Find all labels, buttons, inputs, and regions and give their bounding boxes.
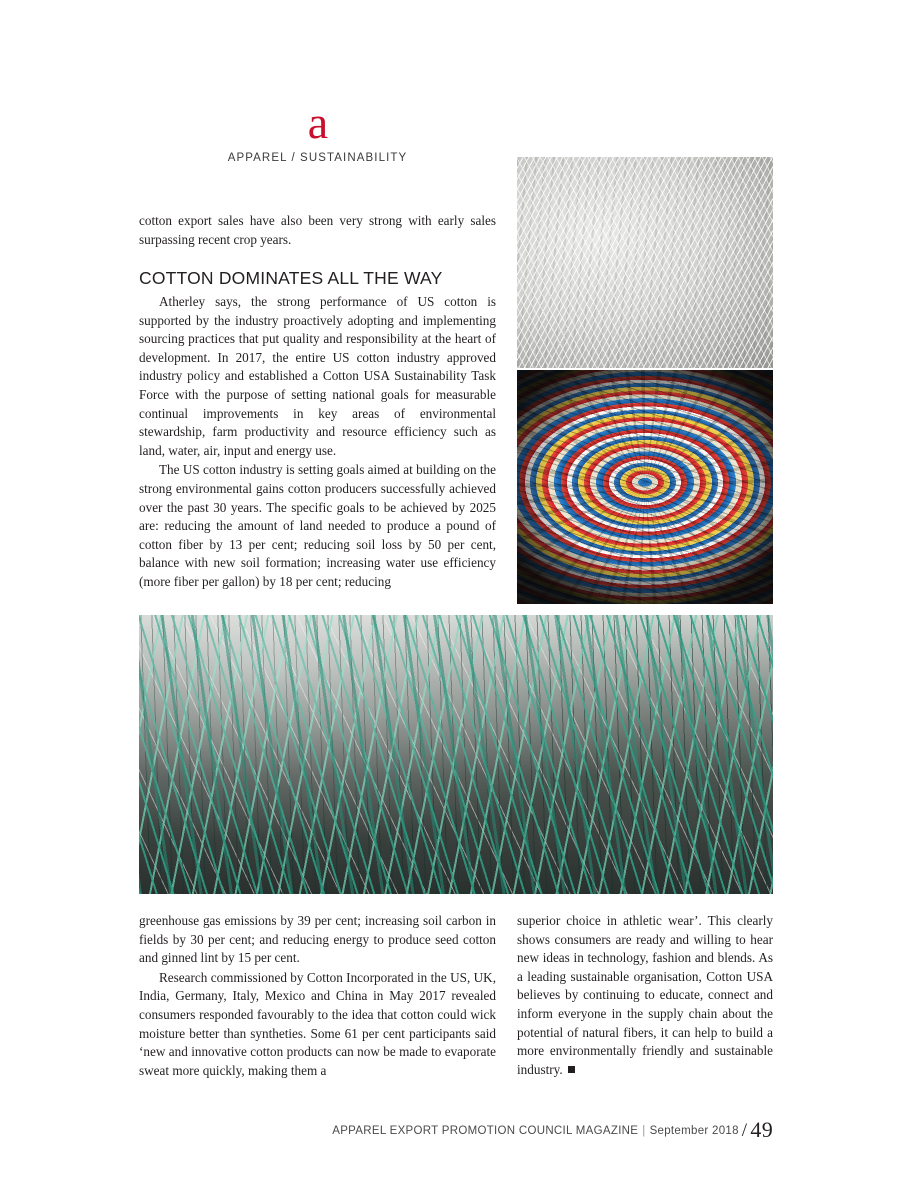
body-paragraph-1: Atherley says, the strong performance of US cotton is supported by the industry proactively adopting and implementing sourcing practices that put quality and responsibility at the heart of development. In 2017, the entire US cotton industry approved industry policy and established a Cotton USA Sustainability Task Force with the purpose of setting national goals for measurable continual improvements in key areas of environmental stewardship, farm productivity and resource efficiency such as land, water, air, input and energy use. [139, 294, 496, 458]
page-number: 49 [750, 1117, 773, 1142]
intro-paragraph: cotton export sales have also been very strong with early sales surpassing recent crop years. [139, 213, 496, 247]
body-column-left [139, 293, 496, 592]
colored-fiber-texture [517, 370, 773, 604]
photo-colored-fiber-swirl [517, 370, 773, 604]
photo-green-fiber-strands [139, 615, 773, 894]
article-heading: COTTON DOMINATES ALL THE WAY [139, 268, 443, 288]
body-paragraph-4: Research commissioned by Cotton Incorporated in the US, UK, India, Germany, Italy, Mexico and China in May 2017 revealed consumers responded favourably to the idea that cotton could wick moisture better than syntheties. Some 61 per cent participants said ‘new and innovative cotton products can now be made to evaporate sweat more quickly, making them a [139, 969, 496, 1078]
footer-separator: | [642, 1125, 646, 1137]
body-column-bottom-right [517, 912, 773, 1079]
aepc-logo: a [307, 97, 328, 148]
body-paragraph-3: greenhouse gas emissions by 39 per cent; increasing soil carbon in fields by 30 per cent; and reducing energy to produce seed cotton and ginned lint by 15 per cent. [139, 913, 496, 966]
footer-publication: APPAREL EXPORT PROMOTION COUNCIL MAGAZINE [332, 1125, 639, 1137]
body-paragraph-5-text: superior choice in athletic wear’. This clearly shows consumers are ready and willing to hear new ideas in technology, fashion and blends. As a leading sustainable organisation, Cotton USA believes by continuing to educate, connect and inform everyone in the supply chain about the potential of natural fibers, it can help to build a more environmentally friendly and sustainable industry. [517, 913, 773, 1077]
footer-slash: / [741, 1120, 748, 1141]
footer-issue: September 2018 [649, 1125, 739, 1137]
white-fiber-texture [517, 157, 773, 368]
intro-text-block [139, 212, 496, 249]
section-label: APPAREL / SUSTAINABILITY [227, 152, 408, 164]
body-column-bottom-left [139, 912, 496, 1080]
body-paragraph-5 [517, 912, 773, 1079]
masthead [139, 97, 496, 164]
end-of-article-mark [568, 1066, 575, 1073]
body-paragraph-2: The US cotton industry is setting goals aimed at building on the strong environmental gains cotton producers successfully achieved over the past 30 years. The specific goals to be achieved by 2025 are: reducing the amount of land needed to produce a pound of cotton fiber by 13 per cent; reducing soil loss by 50 per cent, balance with new soil formation; increasing water use efficiency (more fiber per gallon) by 18 per cent; reducing [139, 462, 496, 589]
green-fiber-texture [139, 615, 773, 894]
photo-white-fiber [517, 157, 773, 368]
page-footer [139, 1117, 773, 1143]
